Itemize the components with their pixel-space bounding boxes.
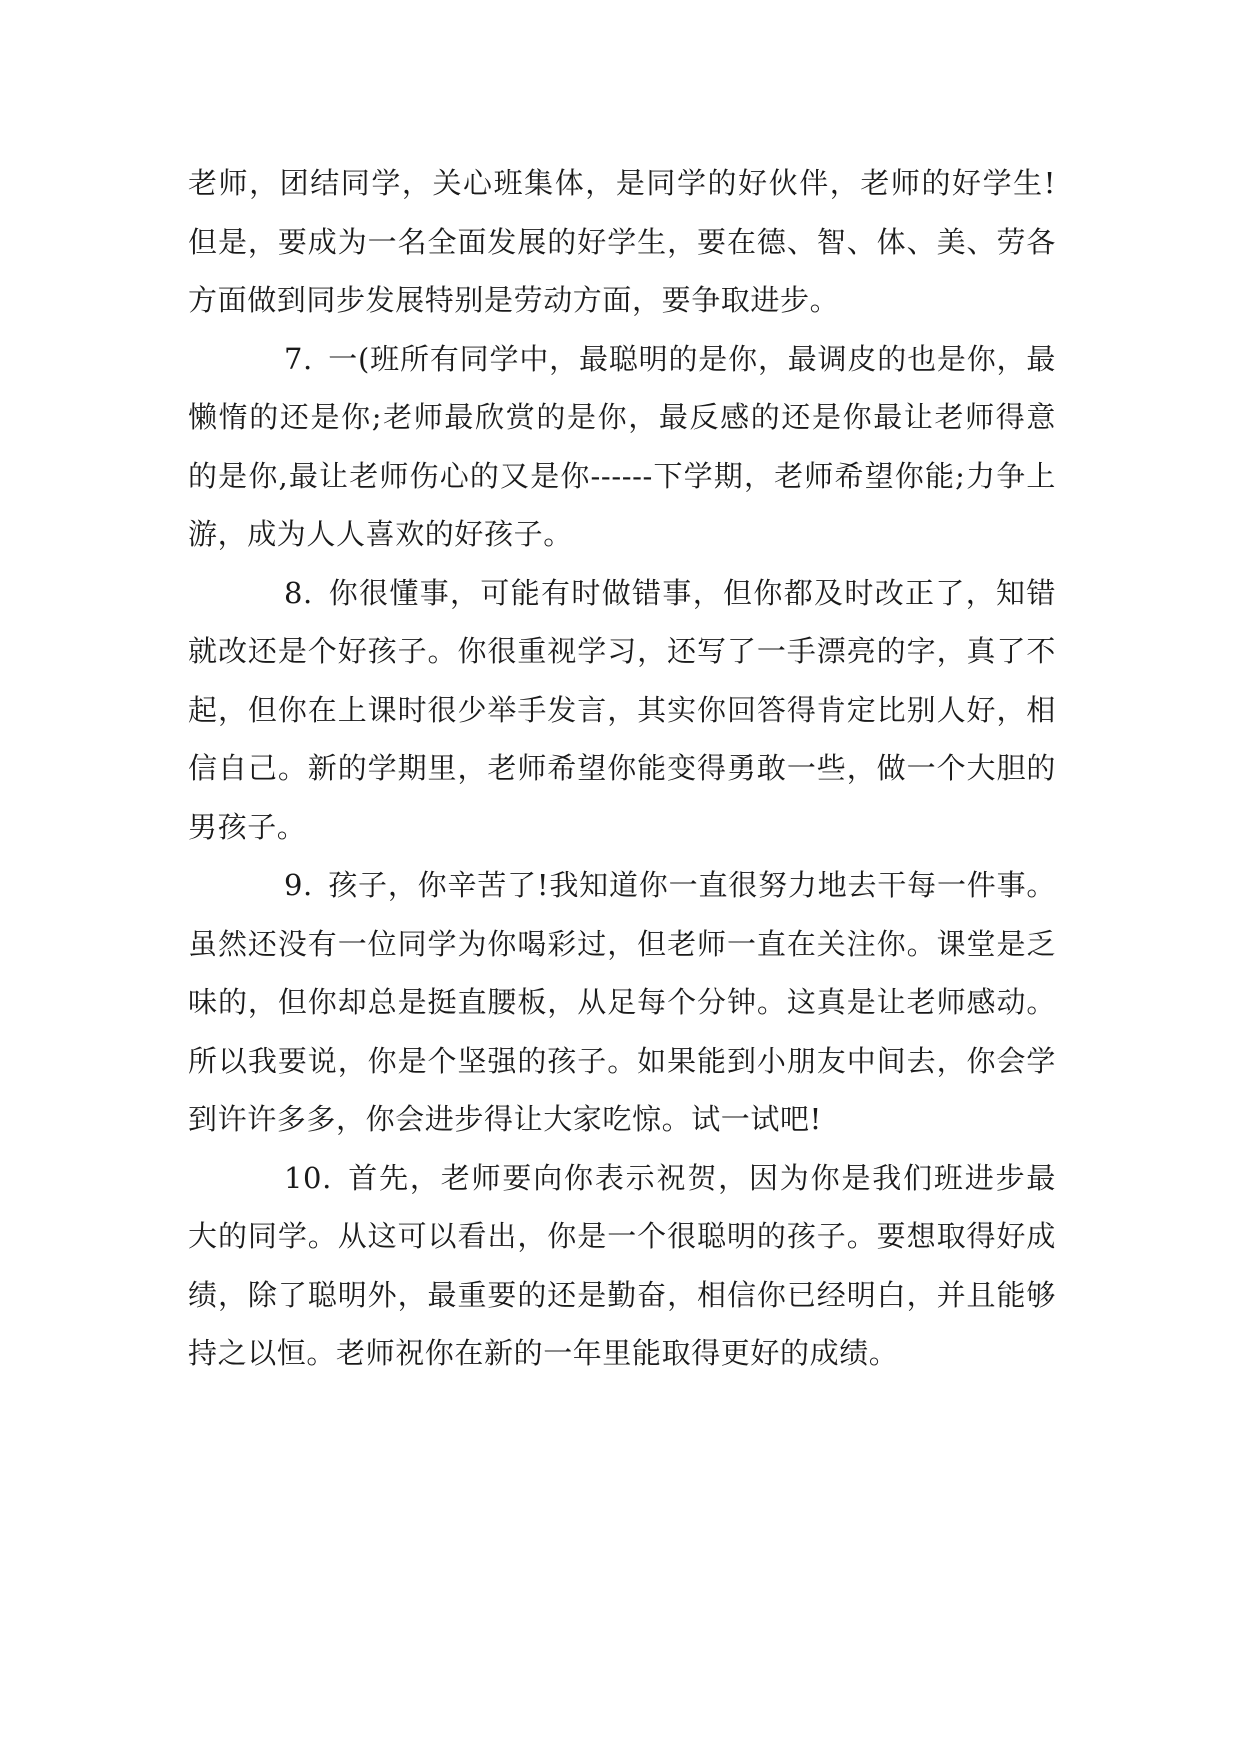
paragraph-text: 一(班所有同学中，最聪明的是你，最调皮的也是你，最懒惰的还是你;老师最欣赏的是你，最反感的还是你最让老师得意的是你,最让老师伤心的又是你------下学期，老师希望你能;力争上游，成为人人喜欢的好孩子。 [188, 341, 1056, 551]
paragraph-text: 老师，团结同学，关心班集体，是同学的好伙伴，老师的好学生!但是，要成为一名全面发展的好学生，要在德、智、体、美、劳各方面做到同步发展特别是劳动方面，要争取进步。 [188, 166, 1056, 317]
paragraph-number: 7. [284, 341, 313, 376]
paragraph-number: 10. [284, 1160, 332, 1195]
paragraph-10 [188, 1149, 1056, 1383]
document-body [188, 154, 1056, 1383]
paragraph-number: 9. [284, 868, 313, 902]
paragraph-7 [188, 330, 1056, 564]
paragraph-9 [188, 856, 1056, 1149]
paragraph-continued [188, 154, 1056, 330]
paragraph-text: 首先，老师要向你表示祝贺，因为你是我们班进步最大的同学。从这可以看出，你是一个很聪明的孩子。要想取得好成绩，除了聪明外，最重要的还是勤奋，相信你已经明白，并且能够持之以恒。老师祝你在新的一年里能取得更好的成绩。 [188, 1160, 1056, 1370]
paragraph-text: 孩子，你辛苦了!我知道你一直很努力地去干每一件事。虽然还没有一位同学为你喝彩过，但老师一直在关注你。课堂是乏味的，但你却总是挺直腰板，从足每个分钟。这真是让老师感动。所以我要说，你是个坚强的孩子。如果能到小朋友中间去，你会学到许许多多，你会进步得让大家吃惊。试一试吧! [188, 868, 1056, 1136]
paragraph-text: 你很懂事，可能有时做错事，但你都及时改正了，知错就改还是个好孩子。你很重视学习，还写了一手漂亮的字，真了不起，但你在上课时很少举手发言，其实你回答得肯定比别人好，相信自己。新的学期里，老师希望你能变得勇敢一些，做一个大胆的男孩子。 [188, 575, 1056, 844]
paragraph-8 [188, 564, 1056, 857]
paragraph-number: 8. [284, 575, 313, 610]
